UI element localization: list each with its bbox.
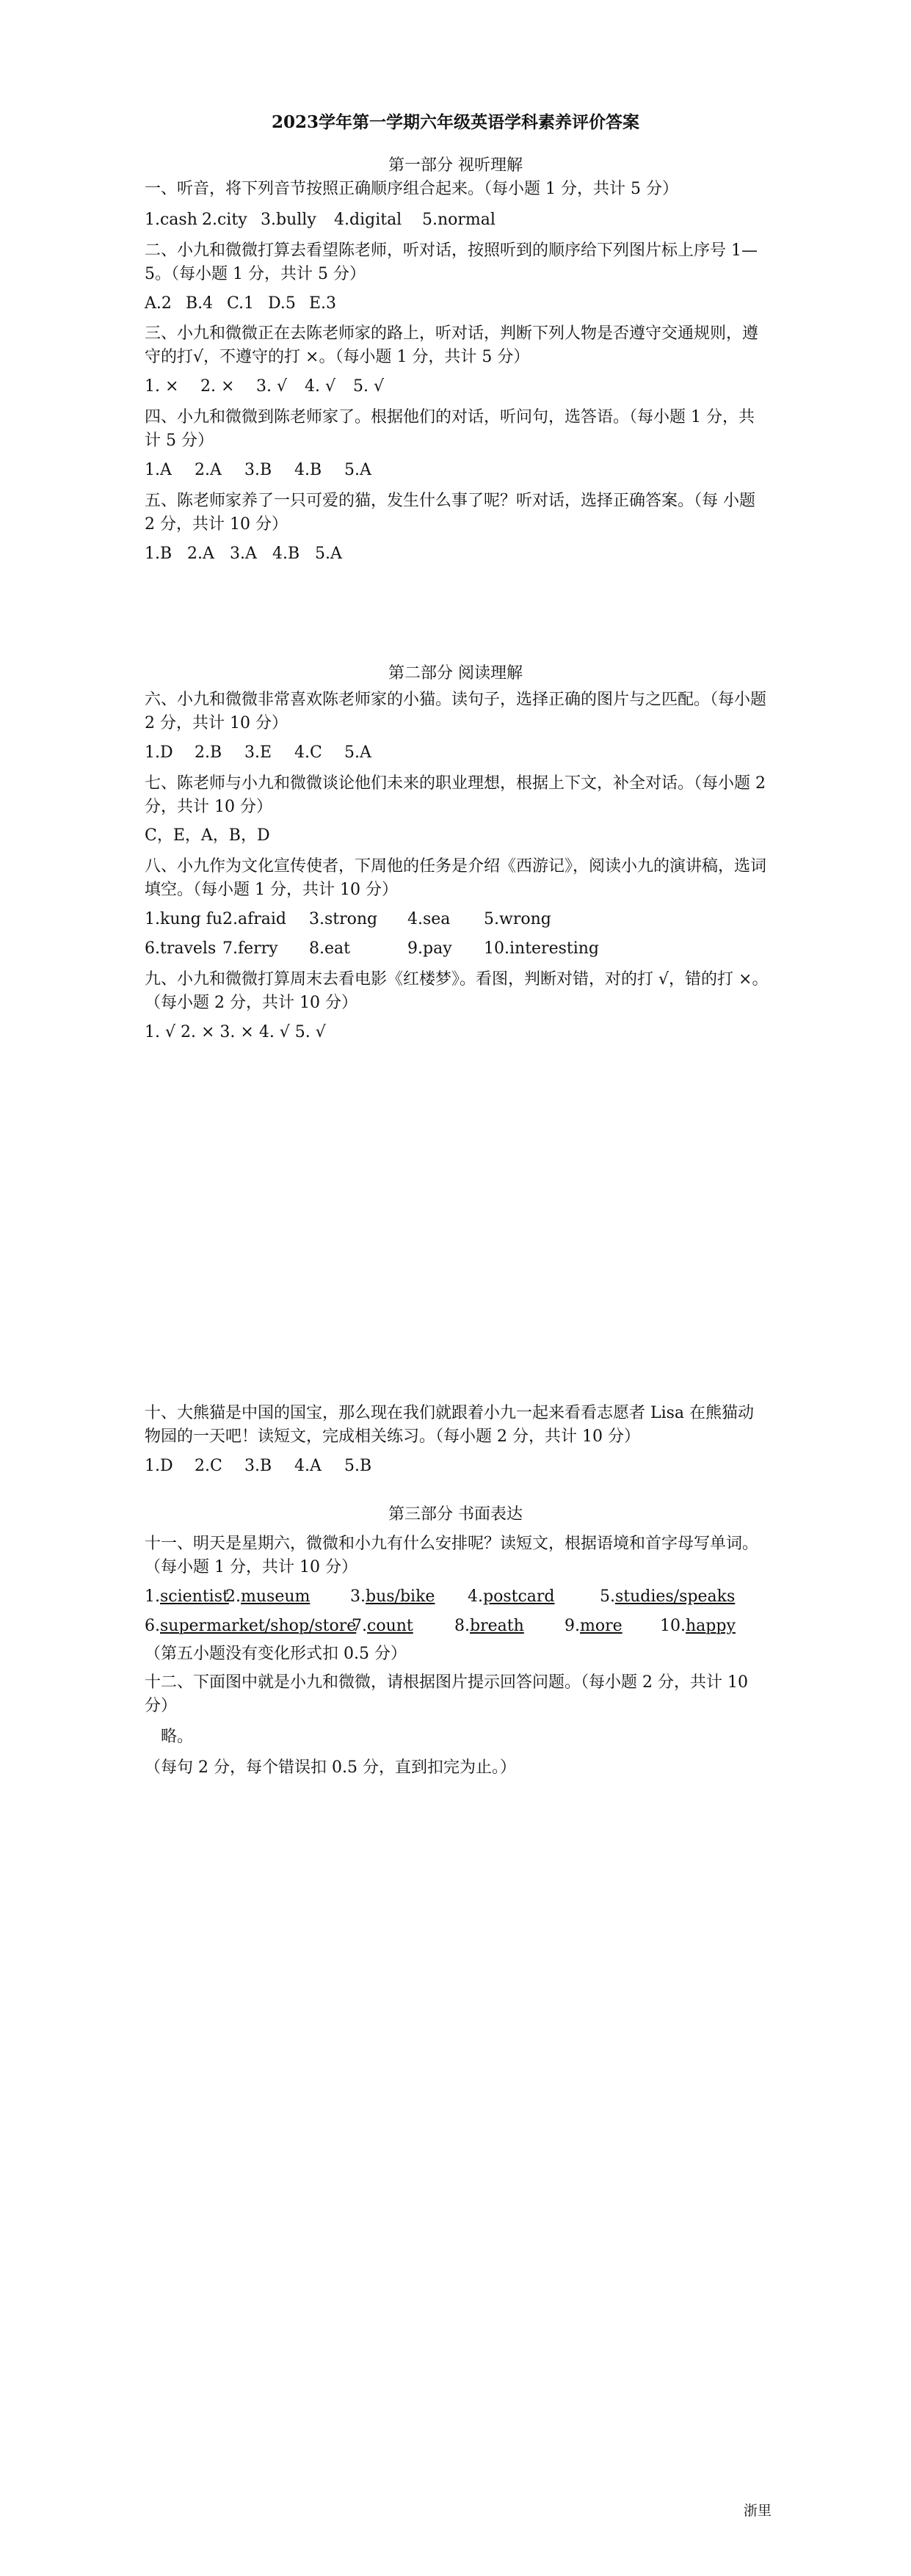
q5-answer: 5.A (315, 544, 342, 563)
q11-answer-num: 3. (350, 1587, 366, 1606)
q11-note: （第五小题没有变化形式扣 0.5 分） (145, 1644, 407, 1663)
part2-block (145, 688, 769, 1044)
q10-block (145, 1402, 769, 1478)
q2-answer: E.3 (309, 294, 337, 313)
q4-answer: 4.B (294, 460, 322, 479)
q1-answer: 4.digital (334, 210, 402, 229)
q5-answer: 4.B (272, 544, 300, 563)
q12-answer: 略。 (161, 1728, 194, 1747)
q8-answer: 2.afraid (222, 910, 287, 929)
q1-text: 一、听音，将下列音节按照正确顺序组合起来。（每小题 1 分，共计 5 分） (145, 180, 678, 198)
q11-answer-num: 7. (352, 1616, 367, 1635)
q11-answer-word: postcard (483, 1587, 555, 1606)
q6-answer: 4.C (294, 743, 322, 762)
q11-answer-word: supermarket/shop/store (160, 1616, 357, 1635)
q11-answer-num: 1. (145, 1587, 160, 1606)
q9-text: 九、小九和微微打算周末去看电影《红楼梦》。看图，判断对错，对的打 √，错的打 ×。（每小题 2 分，共计 10 分） (145, 969, 769, 1012)
q12-note: （每句 2 分，每个错误扣 0.5 分，直到扣完为止。） (145, 1758, 516, 1778)
q10-answer: 5.B (344, 1456, 372, 1475)
q12-text: 十二、下面图中就是小九和微微，请根据图片提示回答问题。（每小题 2 分，共计 10 分） (145, 1673, 748, 1716)
q4-answer: 5.A (344, 460, 371, 479)
q11-answer-num: 10. (660, 1616, 686, 1635)
q11-answer-word: museum (241, 1587, 311, 1606)
footer-mark: 浙里 (743, 2503, 772, 2519)
q1-answer: 3.bully (261, 210, 316, 229)
q11-answers-row1 (145, 1585, 769, 1609)
q2-answers (145, 292, 769, 316)
q11-answer (600, 1585, 735, 1609)
q10-answer: 1.D (145, 1456, 173, 1475)
part2-heading: 第二部分 阅读理解 (388, 664, 523, 683)
q8-text: 八、小九作为文化宣传使者，下周他的任务是介绍《西游记》，阅读小九的演讲稿，选词填空。（每小题 1 分，共计 10 分） (145, 857, 767, 900)
part3-block (145, 1532, 769, 1780)
q8-answers-row1 (145, 908, 769, 931)
page-title: 2023学年第一学期六年级英语学科素养评价答案 (271, 112, 639, 132)
q4-answer: 2.A (195, 460, 222, 479)
q8-answers-row2 (145, 937, 769, 961)
q11-answer-word: scientist (160, 1587, 229, 1606)
q1-answer: 1.cash (145, 210, 197, 229)
q6-answer: 2.B (195, 743, 222, 762)
q10-text: 十、大熊猫是中国的国宝，那么现在我们就跟着小九一起来看看志愿者 Lisa 在熊猫动物园的一天吧！读短文，完成相关练习。（每小题 2 分，共计 10 分） (145, 1404, 755, 1446)
q4-text: 四、小九和微微到陈老师家了。根据他们的对话，听问句，选答语。（每小题 1 分，共计 5 分） (145, 408, 755, 451)
q11-answer-word: breath (470, 1616, 524, 1635)
q5-text: 五、陈老师家养了一只可爱的猫，发生什么事了呢？听对话，选择正确答案。（每 小题 2 分，共计 10 分） (145, 491, 755, 534)
q11-answer-num: 9. (565, 1616, 580, 1635)
q3-text: 三、小九和微微正在去陈老师家的路上，听对话，判断下列人物是否遵守交通规则，遵守的打√，不遵守的打 ×。（每小题 1 分，共计 5 分） (145, 324, 759, 367)
q3-answer: 4. √ (305, 377, 336, 396)
q7-answer: C，E，A，B，D (145, 826, 270, 845)
q2-answer: C.1 (227, 294, 255, 313)
q11-answer (660, 1615, 736, 1638)
q5-answer: 1.B (145, 544, 173, 563)
q11-answer-word: happy (686, 1616, 736, 1635)
q6-answer: 1.D (145, 743, 173, 762)
q6-text: 六、小九和微微非常喜欢陈老师家的小猫。读句子，选择正确的图片与之匹配。（每小题 2 分，共计 10 分） (145, 691, 767, 732)
q6-answer: 3.E (244, 743, 272, 762)
q3-answer: 5. √ (353, 377, 385, 396)
q2-answer: B.4 (186, 294, 214, 313)
part1-block (145, 178, 769, 565)
q5-answer: 3.A (230, 544, 257, 563)
q11-answer-num: 2. (225, 1587, 241, 1606)
q1-answer: 5.normal (422, 210, 496, 229)
q5-answer: 2.A (187, 544, 214, 563)
q8-answer: 3.strong (309, 910, 378, 929)
q4-answer: 3.B (244, 460, 272, 479)
q8-answer: 6.travels (145, 939, 217, 958)
q11-answer-word: studies/speaks (615, 1587, 736, 1606)
q3-answer: 2. × (200, 377, 235, 396)
part3-heading: 第三部分 书面表达 (388, 1505, 523, 1524)
q11-answer (565, 1615, 660, 1638)
q5-answers (145, 542, 769, 566)
q11-answer-num: 8. (454, 1616, 470, 1635)
q4-answer: 1.A (145, 460, 172, 479)
q11-answer-word: count (367, 1616, 413, 1635)
q11-answer (352, 1615, 454, 1638)
q8-answer: 1.kung fu (145, 910, 223, 929)
q1-answer: 2.city (202, 210, 247, 229)
q7-text: 七、陈老师与小九和微微谈论他们未来的职业理想，根据上下文，补全对话。（每小题 2 分，共计 10 分） (145, 774, 766, 816)
q8-answer: 5.wrong (484, 910, 551, 929)
q11-answers-row2 (145, 1615, 769, 1638)
q3-answer: 1. × (145, 377, 179, 396)
q10-answer: 2.C (195, 1456, 222, 1475)
q11-answer-word: more (580, 1616, 623, 1635)
q6-answer: 5.A (344, 743, 371, 762)
q10-answer: 4.A (294, 1456, 322, 1475)
q8-answer: 10.interesting (484, 939, 600, 958)
q8-answer: 9.pay (407, 939, 452, 958)
q2-answer: D.5 (268, 294, 296, 313)
q3-answers (145, 375, 769, 399)
q8-answer: 8.eat (309, 939, 350, 958)
q6-answers (145, 741, 769, 765)
q11-answer (454, 1615, 565, 1638)
q2-text: 二、小九和微微打算去看望陈老师，听对话，按照听到的顺序给下列图片标上序号 1—5。（每小题 1 分，共计 5 分） (145, 241, 758, 283)
part1-heading: 第一部分 视听理解 (388, 156, 523, 175)
q8-answer: 4.sea (407, 910, 451, 929)
q11-answer-num: 5. (600, 1587, 615, 1606)
q11-answer-num: 6. (145, 1616, 160, 1635)
q10-answer: 3.B (244, 1456, 272, 1475)
q11-answer (468, 1585, 600, 1609)
q10-answers (145, 1455, 769, 1478)
q11-answer (145, 1585, 229, 1609)
q11-answer (350, 1585, 468, 1609)
q11-answer (145, 1615, 357, 1638)
q8-answer: 7.ferry (222, 939, 278, 958)
q4-answers (145, 459, 769, 482)
q1-answers (145, 208, 769, 232)
q11-text: 十一、明天是星期六，微微和小九有什么安排呢？读短文，根据语境和首字母写单词。（每小题 1 分，共计 10 分） (145, 1535, 759, 1576)
q11-answer-num: 4. (468, 1587, 483, 1606)
q11-answer (225, 1585, 350, 1609)
q11-answer-word: bus/bike (366, 1587, 435, 1606)
q9-answer: 1. √ 2. × 3. × 4. √ 5. √ (145, 1022, 326, 1041)
q3-answer: 3. √ (256, 377, 288, 396)
q2-answer: A.2 (145, 294, 172, 313)
